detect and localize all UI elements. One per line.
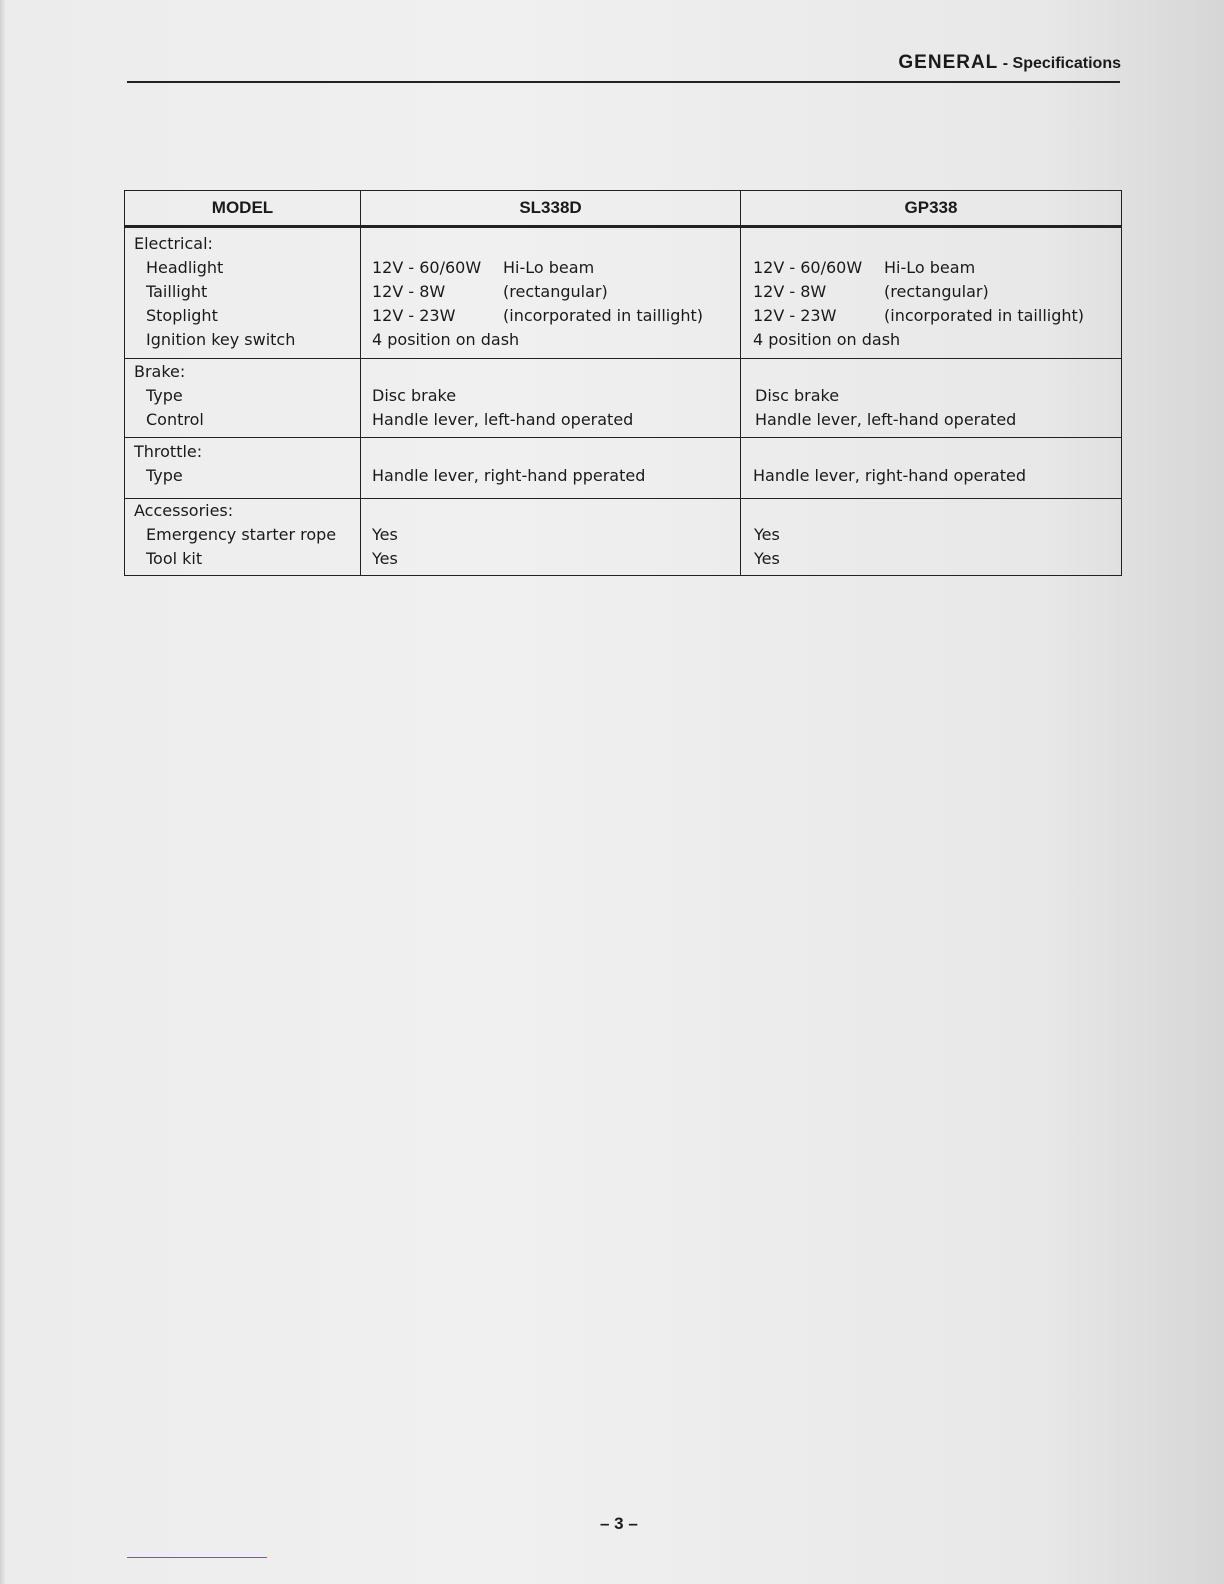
spec-value: 12V - 8W (rectangular)	[753, 282, 989, 301]
column-header-sl338d: SL338D	[361, 191, 741, 227]
spec-value: Handle lever, left-hand operated	[755, 410, 1017, 429]
item-label: Taillight	[146, 282, 208, 301]
spec-value: 12V - 60/60W Hi-Lo beam	[753, 258, 976, 277]
category-label: Electrical:	[134, 234, 213, 253]
spec-value: Yes	[372, 525, 398, 544]
footer-link-underline	[127, 1557, 267, 1558]
spec-value: Handle lever, left-hand operated	[372, 410, 634, 429]
spec-value: Disc brake	[755, 386, 840, 405]
spec-value: 4 position on dash	[753, 330, 901, 349]
table-row-electrical	[125, 227, 1122, 359]
item-label: Control	[146, 410, 204, 429]
spec-value: Handle lever, right-hand pperated	[372, 466, 646, 485]
table-header-row	[125, 191, 1122, 227]
page-edge-shadow	[0, 0, 6, 1584]
spec-value: 12V - 23W (incorporated in taillight)	[372, 306, 704, 325]
spec-value: Yes	[372, 549, 398, 568]
item-label: Headlight	[146, 258, 224, 277]
spec-value: Yes	[754, 525, 780, 544]
header-subsection: - Specifications	[1002, 55, 1121, 72]
item-label: Stoplight	[146, 306, 218, 325]
item-label: Emergency starter rope	[146, 525, 337, 544]
column-header-gp338: GP338	[741, 191, 1122, 227]
table-row-accessories	[125, 499, 1122, 576]
spec-value: 12V - 23W (incorporated in taillight)	[753, 306, 1085, 325]
specifications-table	[124, 190, 1122, 576]
spec-value: 4 position on dash	[372, 330, 520, 349]
page-number: – 3 –	[600, 1514, 638, 1533]
spec-value: Disc brake	[372, 386, 457, 405]
spec-value: Yes	[754, 549, 780, 568]
item-label: Ignition key switch	[146, 330, 296, 349]
category-label: Accessories:	[134, 501, 234, 520]
category-label: Throttle:	[134, 442, 203, 461]
column-header-model: MODEL	[125, 191, 361, 227]
spec-value: Handle lever, right-hand operated	[753, 466, 1026, 485]
table-row-throttle	[125, 438, 1122, 499]
item-label: Type	[146, 386, 183, 405]
header-rule	[127, 81, 1120, 83]
item-label: Tool kit	[146, 549, 203, 568]
spec-value: 12V - 60/60W Hi-Lo beam	[372, 258, 595, 277]
item-label: Type	[146, 466, 183, 485]
table-row-brake	[125, 359, 1122, 438]
header-section: GENERAL	[898, 52, 999, 73]
category-label: Brake:	[134, 362, 186, 381]
running-header	[898, 52, 1121, 74]
spec-value: 12V - 8W (rectangular)	[372, 282, 608, 301]
